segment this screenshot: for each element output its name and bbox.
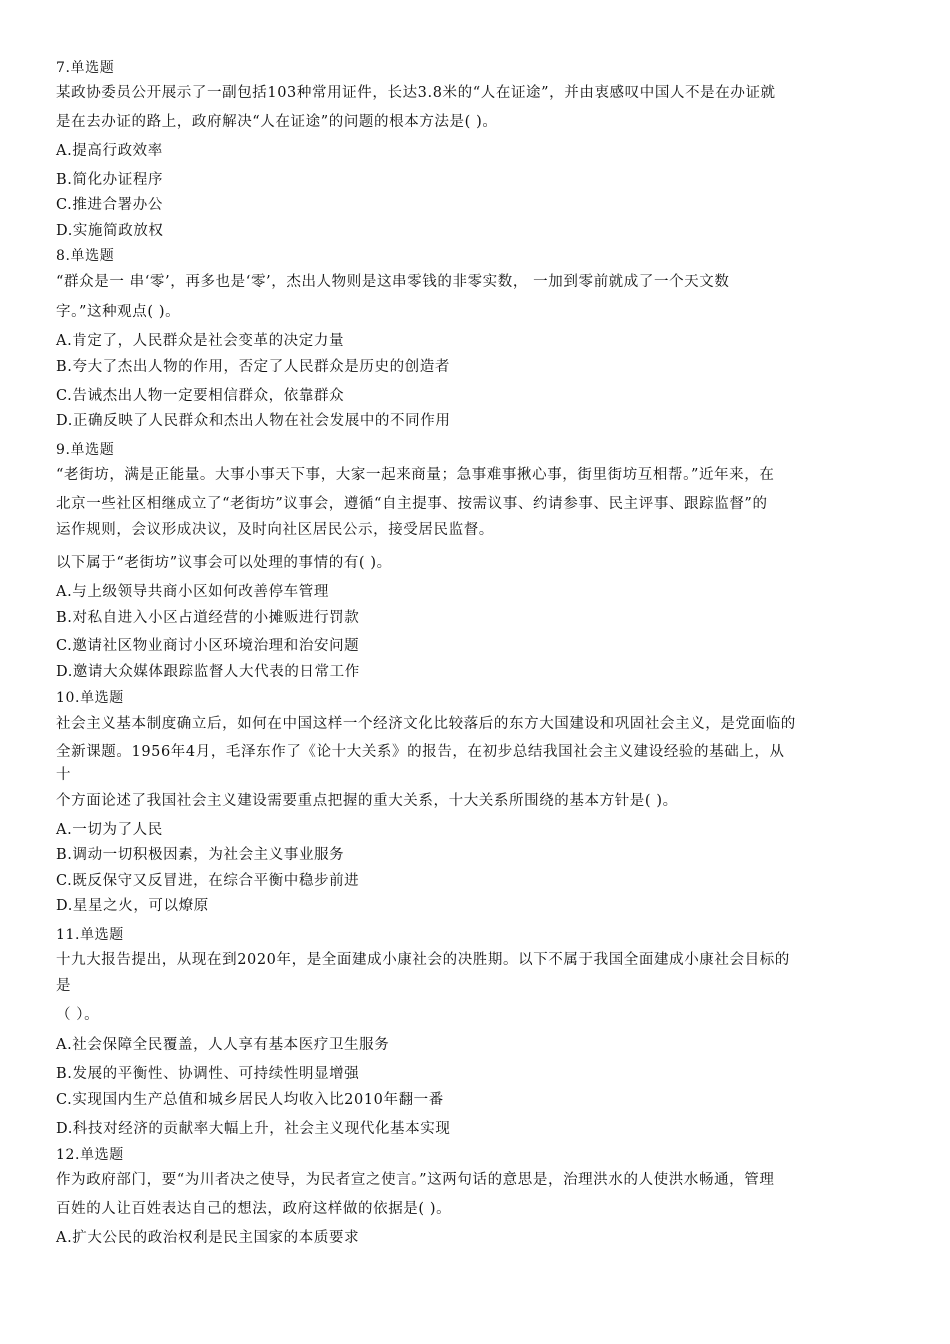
question-8-header: 8.单选题	[56, 248, 115, 264]
question-8-option-d: D.正确反映了人民群众和杰出人物在社会发展中的不同作用	[56, 413, 451, 429]
question-11-option-d: D.科技对经济的贡献率大幅上升，社会主义现代化基本实现	[56, 1121, 451, 1137]
question-11-option-a: A.社会保障全民覆盖，人人享有基本医疗卫生服务	[56, 1037, 390, 1053]
question-11-stem-line-1: 十九大报告提出，从现在到2020年，是全面建成小康社会的决胜期。以下不属于我国全面建成小康社会目标的	[56, 952, 790, 968]
question-7-option-b: B.简化办证程序	[56, 172, 164, 188]
question-9-option-d: D.邀请大众媒体跟踪监督人大代表的日常工作	[56, 664, 360, 680]
question-9-option-b: B.对私自进入小区占道经营的小摊贩进行罚款	[56, 610, 360, 626]
question-9-stem-line-4: 以下属于“老街坊”议事会可以处理的事情的有( )。	[56, 555, 392, 571]
question-10-stem-line-2: 全新课题。1956年4月，毛泽东作了《论十大关系》的报告，在初步总结我国社会主义建设经验的基础上，从	[56, 744, 785, 760]
question-10-stem-line-3: 十	[56, 767, 72, 783]
question-7-option-c: C.推进合署办公	[56, 197, 163, 213]
question-9-option-c: C.邀请社区物业商讨小区环境治理和治安问题	[56, 638, 360, 654]
question-9-stem-line-2: 北京一些社区相继成立了“老街坊”议事会，遵循“自主提事、按需议事、约请参事、民主评事、跟踪监督”的	[56, 496, 768, 512]
question-7-stem-line-1: 某政协委员公开展示了一副包括103种常用证件，长达3.8米的“人在证途”，并由衷感叹中国人不是在办证就	[56, 85, 776, 101]
question-8-option-b: B.夸大了杰出人物的作用，否定了人民群众是历史的创造者	[56, 359, 450, 375]
question-11-stem-line-2: 是	[56, 978, 72, 994]
question-10-option-d: D.星星之火，可以燎原	[56, 898, 209, 914]
question-11-option-c: C.实现国内生产总值和城乡居民人均收入比2010年翻一番	[56, 1092, 444, 1108]
question-7-option-a: A.提高行政效率	[56, 143, 163, 159]
question-10-option-a: A.一切为了人民	[56, 822, 163, 838]
question-7-header: 7.单选题	[56, 60, 115, 76]
question-11-stem-line-3: （ ）。	[56, 1007, 100, 1023]
question-12-stem-line-1: 作为政府部门，要“为川者决之使导，为民者宣之使言。”这两句话的意思是，治理洪水的人使洪水畅通，管理	[56, 1172, 775, 1188]
question-9-option-a: A.与上级领导共商小区如何改善停车管理	[56, 584, 329, 600]
question-9-stem-line-1: “老街坊，满是正能量。大事小事天下事，大家一起来商量；急事难事揪心事，街里街坊互相帮。”近年来，在	[56, 467, 775, 483]
question-8-option-c: C.告诫杰出人物一定要相信群众，依靠群众	[56, 388, 345, 404]
question-11-option-b: B.发展的平衡性、协调性、可持续性明显增强	[56, 1066, 360, 1082]
question-8-stem-line-1: “群众是一 串‘零’，再多也是‘零’，杰出人物则是这串零钱的非零实数， 一加到零前就成了一个天文数	[56, 274, 730, 290]
question-8-option-a: A.肯定了，人民群众是社会变革的决定力量	[56, 333, 345, 349]
question-11-header: 11.单选题	[56, 927, 124, 943]
question-12-option-a: A.扩大公民的政治权利是民主国家的本质要求	[56, 1230, 360, 1246]
question-9-header: 9.单选题	[56, 442, 115, 458]
question-10-option-c: C.既反保守又反冒进，在综合平衡中稳步前进	[56, 873, 360, 889]
question-10-stem-line-1: 社会主义基本制度确立后，如何在中国这样一个经济文化比较落后的东方大国建设和巩固社会主义，是党面临的	[56, 716, 796, 732]
question-7-option-d: D.实施简政放权	[56, 223, 164, 239]
question-9-stem-line-3: 运作规则，会议形成决议，及时向社区居民公示，接受居民监督。	[56, 522, 494, 538]
question-10-stem-line-4: 个方面论述了我国社会主义建设需要重点把握的重大关系，十大关系所围绕的基本方针是( )。	[56, 793, 678, 809]
question-12-stem-line-2: 百姓的人让百姓表达自己的想法，政府这样做的依据是( )。	[56, 1201, 452, 1217]
question-10-option-b: B.调动一切积极因素，为社会主义事业服务	[56, 847, 345, 863]
question-12-header: 12.单选题	[56, 1147, 124, 1163]
question-8-stem-line-2: 字。”这种观点( )。	[56, 304, 181, 320]
question-7-stem-line-2: 是在去办证的路上，政府解决“人在证途”的问题的根本方法是( )。	[56, 114, 498, 130]
question-10-header: 10.单选题	[56, 690, 124, 706]
